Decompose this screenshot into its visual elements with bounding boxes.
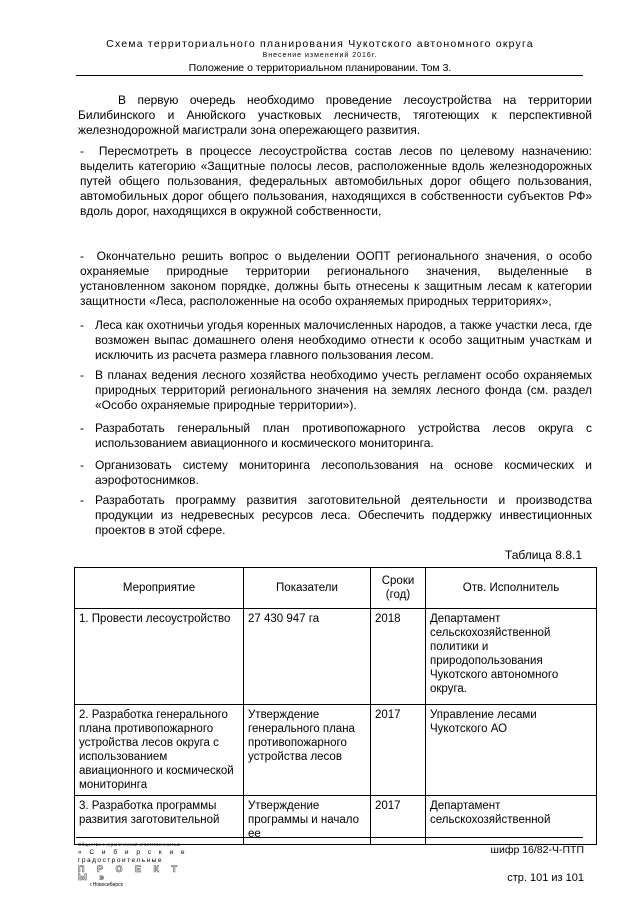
list-item: - Пересмотреть в процессе лесоустройства состав лесов по целевому назначению: выделить категорию «Защитные полосы лесов, расположенные вдоль железнодорожных путей общего пользования, федеральных автомобильных дорог общего пользования, автомобильных дорог общего пользования, находящихся в собственности субъектов РФ» вдоль дорог, находящихся в окружной собственности, [80, 144, 593, 218]
list-item-text: Разработать программу развития заготовительной деятельности и производства продукции из недревесных ресурсов леса. Обеспечить поддержку инвестиционных проектов в этой сфере. [95, 493, 592, 537]
list-item-text: Окончательно решить вопрос о выделении ООПТ регионального значения, о особо охраняемые природные территории регионального значения, выделенные в установленном законом порядке, должны быть отнесены к защитным лесам к категории защитности «Леса, расположенные на особо охраняемых природных территориях», [80, 249, 593, 308]
measures-table [74, 567, 597, 845]
list-item: - В планах ведения лесного хозяйства необходимо учесть регламент особо охраняемых природных территорий регионального значения на землях лесного фонда (см. раздел «Особо охраняемые природные территории»). [80, 368, 592, 412]
list-item: - Организовать систему мониторинга лесопользования на основе космических и аэрофотоснимков. [80, 458, 592, 487]
list-item-text: Пересмотреть в процессе лесоустройства состав лесов по целевому назначению: выделить категорию «Защитные полосы лесов, расположенные вдоль железнодорожных путей общего пользования, федеральных автомобильных дорог общего пользования, автомобильных дорог общего пользования, находящихся в собственности субъектов РФ» вдоль дорог, находящихся в окружной собственности, [80, 144, 593, 218]
table-header-cell: Мероприятие [75, 568, 244, 609]
table-cell: 2018 [371, 609, 426, 705]
document-code: шифр 16/82-Ч-ПТП [490, 844, 584, 856]
logo-org-line: « С и б и р с к и е [78, 849, 188, 856]
list-item-text: Разработать генеральный план противопожарного устройства лесов округа с использованием авиационного и космического мониторинга. [95, 421, 592, 450]
table-cell: Департамент сельскохозяйственной политики и природопользования Чукотского автономного округа. [426, 609, 597, 705]
document-header-title: Схема территориального планирования Чукотского автономного округа [106, 38, 534, 50]
document-header-changes: Внесение изменений 2016г. [262, 52, 378, 59]
lead-paragraph: В первую очередь необходимо проведение лесоустройства на территории Билибинского и Анюйского участковых лесничеств, тяготеющих к перспективной железнодорожной магистрали зона опережающего развития. [78, 93, 592, 137]
table-cell: Департамент сельскохозяйственной [426, 796, 597, 845]
list-item: - Леса как охотничьи угодья коренных малочисленных народов, а также участки леса, где возможен выпас домашнего оленя необходимо отнести к особо защитным участкам и исключить из расчета размера главного пользования лесом. [80, 318, 592, 362]
table-cell: 3. Разработка программы развития заготовительной [75, 796, 244, 845]
company-logo [78, 841, 188, 895]
table-cell: 2017 [371, 705, 426, 796]
list-item: - Разработать генеральный план противопожарного устройства лесов округа с использованием авиационного и космического мониторинга. [80, 421, 592, 450]
header-divider [76, 75, 583, 76]
table-header-row [75, 568, 597, 609]
table-cell: 2017 [371, 796, 426, 845]
logo-city: г.Новосибирск [90, 882, 123, 888]
table-cell: Утверждение генерального плана противопожарного устройства лесов [244, 705, 371, 796]
table-cell: 2. Разработка генерального плана противопожарного устройства лесов округа с использованием авиационного и космической мониторинга [75, 705, 244, 796]
table-row [75, 609, 597, 705]
list-item-text: В планах ведения лесного хозяйства необходимо учесть регламент особо охраняемых природных территорий регионального значения на землях лесного фонда (см. раздел «Особо охраняемые природные территории»). [95, 368, 592, 412]
table-header-cell: Показатели [244, 568, 371, 609]
table-cell: Утверждение программы и начало ее [244, 796, 371, 845]
page-number: стр. 101 из 101 [507, 872, 584, 884]
table-cell: Управление лесами Чукотского АО [426, 705, 597, 796]
document-header-subtitle: Положение о территориальном планировании. Том 3. [188, 62, 452, 74]
table-cell: 1. Провести лесоустройство [75, 609, 244, 705]
table-header-cell: Сроки (год) [371, 568, 426, 609]
table-cell: 27 430 947 га [244, 609, 371, 705]
list-item-text: Организовать систему мониторинга лесопользования на основе космических и аэрофотоснимков. [95, 458, 592, 487]
list-item: - Разработать программу развития заготовительной деятельности и производства продукции из недревесных ресурсов леса. Обеспечить поддержку инвестиционных проектов в этой сфере. [80, 493, 592, 537]
list-item-text: Леса как охотничьи угодья коренных малочисленных народов, а также участки леса, где возможен выпас домашнего оленя необходимо отнести к особо защитным участкам и исключить из расчета размера главного пользования лесом. [95, 318, 592, 362]
list-item: - Окончательно решить вопрос о выделении ООПТ регионального значения, о особо охраняемые природные территории регионального значения, выделенные в установленном законом порядке, должны быть отнесены к защитным лесам к категории защитности «Леса, расположенные на особо охраняемых природных территориях», [80, 249, 593, 308]
table-header-cell: Отв. Исполнитель [426, 568, 597, 609]
table-row [75, 705, 597, 796]
logo-org-line: П Р О Е К Т Ы » [78, 864, 182, 882]
logo-org-line: Общество с ограниченной ответственностью [78, 842, 181, 847]
logo-org-line: градостроительные [78, 857, 163, 864]
table-caption: Таблица 8.8.1 [504, 548, 582, 562]
footer-divider [76, 837, 583, 838]
